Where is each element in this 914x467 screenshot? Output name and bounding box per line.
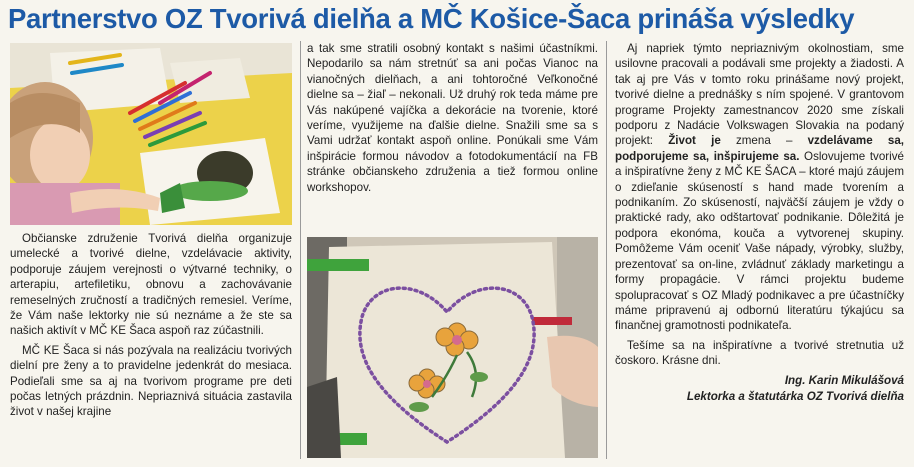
- photo-child-drawing: [10, 43, 292, 225]
- column-3-paragraph-1: [615, 41, 904, 334]
- article-column-2: [307, 41, 598, 195]
- column-1-paragraph-1: Občianske združenie Tvorivá dielňa organizuje umelecké a tvorivé dielne, vzdelávacie aktivity, podporuje záujem verejnosti o výtvarné techniky, o arterapiu, artefiletiku, obnovu a zachovávanie remeselných zručností a tradičných remesiel. Veríme, že Vám naše lektorky nie sú neznáme a že ste sa našich aktivít v MČ KE Šaca aspoň raz zúčastnili.: [10, 232, 292, 338]
- photo-child-drawing-illustration: [10, 43, 292, 225]
- column-divider-2: [606, 41, 607, 459]
- signature-name: Ing. Karin Mikulášová: [784, 373, 904, 387]
- column-3-paragraph-1-text: Aj napriek týmto nepriaznivým okolnostiam, sme usilovne pracovali a podávali sme projekty a žiadosti. A tak aj pre Vás v tomto roku prinášame nový projekt, tvorivé dielne a prednášky s ním spojené. V grantovom programe Projekty zamestnancov 2020 sme získali podporu z Nadácie Volkswagen Slovakia na podaný projekt:: [615, 42, 904, 148]
- motto-mid: zmena –: [720, 134, 808, 148]
- motto-start: Život je: [668, 134, 721, 148]
- article-column-3: [615, 41, 904, 405]
- signature-role: Lektorka a štatutárka OZ Tvorivá dielňa: [686, 389, 904, 403]
- column-1-paragraph-2: MČ KE Šaca si nás pozývala na realizáciu tvorivých dielní pre ženy a to pravidelne jedenkrát do mesiaca. Podieľali sme sa aj na tvorivom programe pre deti počas letných prázdnin. Nepriaznivá situácia zastavila život v našej krajine: [10, 343, 292, 419]
- column-3-paragraph-2: Tešíme sa na inšpiratívne a tvorivé stretnutia už čoskoro. Krásne dni.: [615, 338, 904, 368]
- column-divider-1: [300, 41, 301, 459]
- article-headline: Partnerstvo OZ Tvorivá dielňa a MČ Košice-Šaca prináša výsledky: [8, 3, 855, 34]
- photo-embroidered-heart: [307, 237, 598, 458]
- article-column-1: [10, 231, 292, 420]
- column-2-paragraph-1: a tak sme stratili osobný kontakt s našimi účastníkmi. Nepodarilo sa nám stretnúť sa ani počas Vianoc na vianočných dielňach, a ani tohtoročné Veľkonočné dielne sa – žiaľ – nekonali. Už druhý rok teda máme pre Vás nakúpené vajíčka a dekorácie na tvorenie, ktoré veríme, využijeme na ďalšie dielne. Snažili sme sa s Vami udržať kontakt aspoň online. Ponúkali sme Vám inšpirácie formou návodov a fotodokumentácií na FB stránke občianskeho združenia a tiež formou online workshopov.: [307, 42, 598, 194]
- signature-block: [615, 373, 904, 405]
- motto-bold: vzdelávame sa, podporujeme sa, inšpirujeme sa.: [615, 134, 904, 163]
- column-3-paragraph-1-tail: Oslovujeme tvorivé a inšpiratívne ženy z MČ KE ŠACA – ktoré majú záujem o zdieľanie skúseností s hand made tvorením a podnikaním. Zo skúseností, najväčší záujem je vždy o praktické rady, ako odštartovať podnikanie. Dôležitá je podpora ekonóma, kouča a vytvorenej skupiny. Pomôžeme Vám oceniť Vaše nápady, výrobky, služby, prezentovať sa on-line, zvládnuť základy marketingu a formy propagácie. V rámci projektu budeme spolupracovať s OZ Mladý podnikavec a pre účastníčky máme pripravenú aj odbornú literatúru týkajúcu sa finančnej gramotnosti podnikateľa.: [615, 149, 904, 333]
- photo-embroidered-heart-illustration: [307, 237, 598, 458]
